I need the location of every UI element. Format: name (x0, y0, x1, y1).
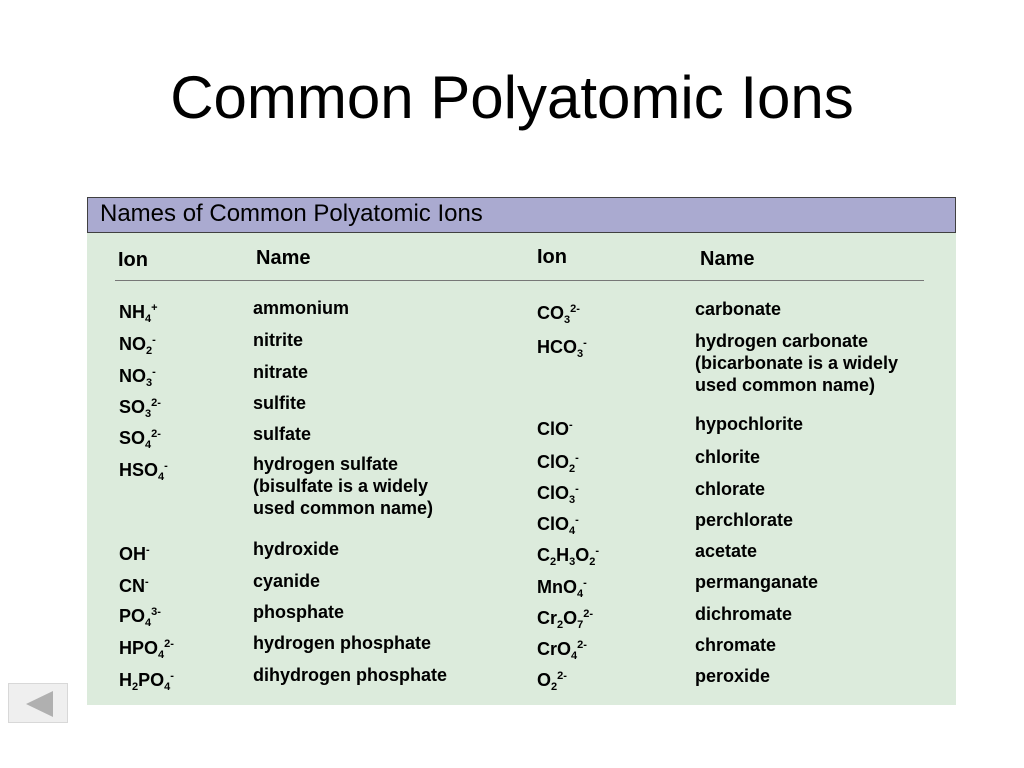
formula-text: MnO (537, 577, 577, 597)
ion-formula (119, 361, 156, 394)
ion-formula (537, 572, 587, 605)
ion-name: peroxide (695, 666, 771, 686)
formula-text: SO (119, 428, 146, 448)
formula-sup: 3- (151, 606, 161, 618)
formula-text: Cr (537, 608, 558, 628)
ion-name: perchlorate (695, 510, 794, 530)
formula-sub: 2 (146, 345, 153, 357)
ion-name: ammonium (253, 298, 350, 318)
formula-sub: 4 (145, 313, 152, 325)
formula-sub: 3 (146, 377, 153, 389)
formula-sup: - (146, 544, 150, 556)
formula-text: CO (537, 303, 564, 323)
formula-sub: 4 (158, 649, 165, 661)
ion-name: chromate (695, 635, 777, 655)
column-header-name-left: Name (256, 247, 311, 269)
ion-formula (119, 455, 168, 488)
formula-sub: 2 (132, 681, 139, 693)
formula-sup: - (583, 577, 587, 589)
formula-sub: 2 (551, 681, 558, 693)
ion-name: cyanide (253, 571, 321, 591)
formula-sub: 4 (145, 439, 152, 451)
ion-formula (119, 601, 161, 634)
formula-sup: - (595, 545, 600, 557)
formula-sub: 3 (569, 556, 576, 568)
formula-sup: - (170, 670, 174, 682)
formula-sub: 3 (569, 494, 576, 506)
formula-text: O (575, 545, 590, 565)
column-header-name-right: Name (700, 248, 755, 270)
formula-text: PO (138, 670, 165, 690)
formula-text: ClO (537, 514, 570, 534)
ion-formula (119, 297, 158, 330)
formula-text: H (556, 545, 570, 565)
formula-sub: 4 (569, 525, 576, 537)
formula-sup: - (145, 576, 149, 588)
ion-name: hypochlorite (695, 414, 804, 434)
formula-sub: 3 (577, 348, 584, 360)
formula-sup: 2- (557, 670, 567, 682)
formula-sub: 2 (569, 463, 576, 475)
formula-text: NO (119, 366, 146, 386)
ion-name: dichromate (695, 604, 793, 624)
ion-formula (119, 539, 150, 565)
ion-formula (119, 633, 174, 666)
ion-name: chlorite (695, 447, 761, 467)
ion-formula (537, 478, 579, 511)
ion-name: sulfite (253, 393, 307, 413)
ion-name: nitrite (253, 330, 304, 350)
formula-sub: 4 (145, 617, 152, 629)
previous-slide-button[interactable] (8, 683, 68, 723)
ion-name: hydrogen sulfate (bisulfate is a widely used common name) (253, 454, 434, 518)
formula-text: OH (119, 544, 146, 564)
ion-formula (537, 447, 579, 480)
formula-sub: 2 (589, 556, 596, 568)
back-arrow-icon (9, 684, 69, 724)
formula-sup: 2- (164, 638, 174, 650)
formula-sub: 2 (550, 556, 557, 568)
formula-sup: - (152, 366, 156, 378)
formula-sup: 2- (583, 608, 594, 620)
ion-formula (537, 509, 579, 542)
formula-sup: - (569, 419, 573, 431)
ion-name: hydrogen phosphate (253, 633, 432, 653)
ion-formula (537, 603, 593, 636)
formula-sub: 4 (164, 681, 171, 693)
ion-name: carbonate (695, 299, 782, 319)
ion-formula (537, 298, 580, 331)
ion-formula (119, 392, 161, 425)
formula-text: NO (119, 334, 146, 354)
formula-sub: 3 (145, 408, 152, 420)
ion-name: hydrogen carbonate (bicarbonate is a widely used common name) (695, 331, 899, 395)
table-heading-bar (87, 197, 956, 233)
formula-text: CN (119, 576, 145, 596)
ion-formula (537, 332, 587, 365)
formula-sup: - (575, 483, 579, 495)
formula-text: HCO (537, 337, 577, 357)
table-heading: Names of Common Polyatomic Ions (100, 200, 483, 227)
formula-sup: - (164, 460, 168, 472)
ion-name: dihydrogen phosphate (253, 665, 448, 685)
formula-sup: - (575, 514, 579, 526)
header-divider (115, 280, 924, 281)
ion-formula (537, 414, 573, 440)
ion-name: phosphate (253, 602, 345, 622)
formula-text: HPO (119, 638, 159, 658)
ion-name: acetate (695, 541, 758, 561)
formula-text: SO (119, 397, 146, 417)
column-header-ion-left: Ion (118, 249, 148, 271)
formula-text: C (537, 545, 550, 565)
ion-name: sulfate (253, 424, 312, 444)
formula-sub: 7 (577, 619, 584, 631)
ion-name: nitrate (253, 362, 309, 382)
ion-formula (119, 423, 161, 456)
formula-text: ClO (537, 452, 570, 472)
formula-sup: 2- (151, 397, 161, 409)
formula-sup: 2- (151, 428, 161, 440)
ion-name: chlorate (695, 479, 766, 499)
formula-text: O (537, 670, 552, 690)
ion-formula (119, 665, 174, 698)
formula-text: CrO (537, 639, 572, 659)
formula-sup: - (152, 334, 156, 346)
ion-formula (537, 665, 567, 698)
ion-formula (119, 571, 149, 597)
formula-sup: - (575, 452, 579, 464)
formula-sub: 4 (158, 471, 165, 483)
formula-sup: 2- (570, 303, 580, 315)
ion-name: permanganate (695, 572, 819, 592)
formula-sup: - (583, 337, 587, 349)
formula-text: NH (119, 302, 145, 322)
formula-text: H (119, 670, 132, 690)
formula-text: PO (119, 606, 146, 626)
formula-sup: 2- (577, 639, 587, 651)
ion-formula (119, 329, 156, 362)
formula-sub: 4 (571, 650, 578, 662)
formula-text: ClO (537, 483, 570, 503)
formula-text: HSO (119, 460, 159, 480)
ion-formula (537, 634, 587, 667)
formula-text: O (563, 608, 578, 628)
formula-sub: 3 (564, 314, 571, 326)
slide-title: Common Polyatomic Ions (170, 64, 854, 131)
formula-sub: 2 (557, 619, 564, 631)
formula-sup: + (151, 302, 158, 314)
ion-formula (537, 540, 599, 573)
column-header-ion-right: Ion (537, 246, 567, 268)
formula-text: ClO (537, 419, 570, 439)
ion-name: hydroxide (253, 539, 340, 559)
formula-sub: 4 (577, 588, 584, 600)
